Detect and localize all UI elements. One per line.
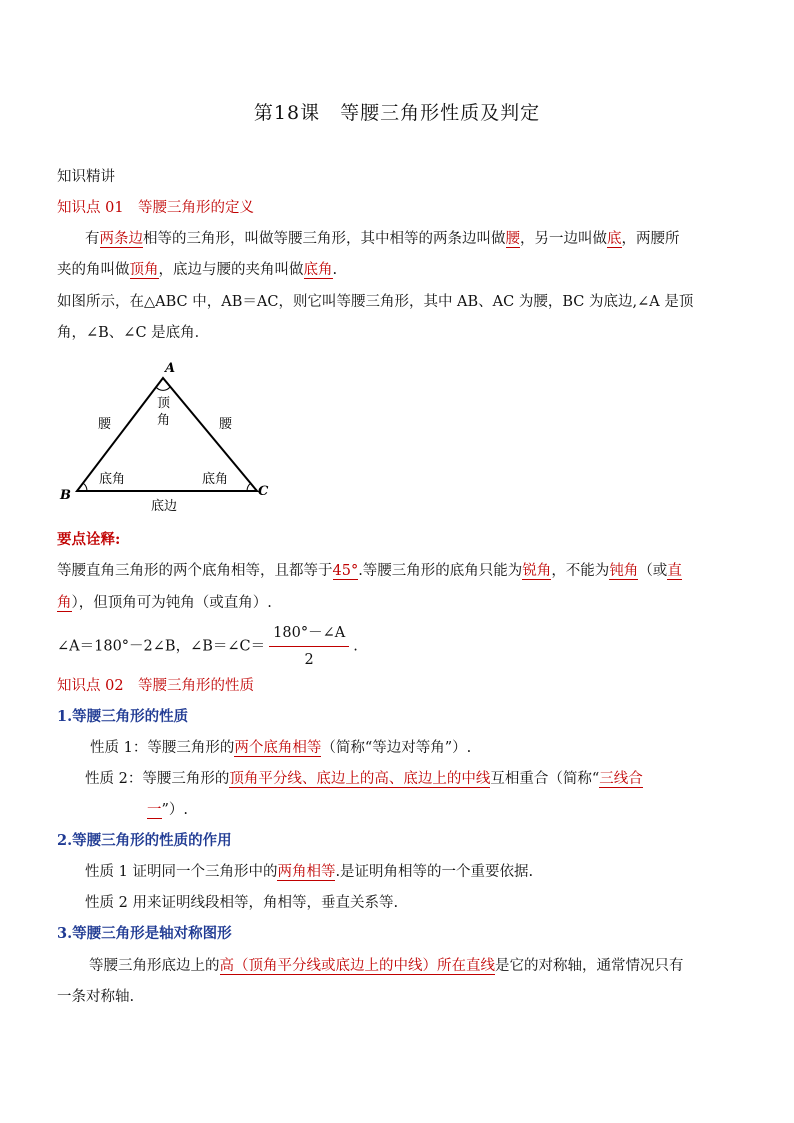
kp1-para-line3: 如图所示，在△ABC 中，AB＝AC，则它叫等腰三角形，其中 AB、AC 为腰，BC 为底边,∠A 是顶	[57, 294, 694, 310]
blank-answer: 两个底角相等	[234, 740, 322, 756]
kp1-para-line4: 角，∠B、∠C 是底角．	[57, 325, 210, 341]
left-angle-arc	[83, 483, 87, 491]
text: .是证明角相等的一个重要依据.	[335, 864, 534, 880]
blank-answer: 锐角	[522, 563, 552, 579]
property-2-line1	[85, 769, 643, 789]
left-base-angle-label: 底角	[99, 472, 126, 487]
kp2-subheading-3: 3.等腰三角形是轴对称图形	[57, 925, 232, 942]
left-leg-label: 腰	[98, 417, 112, 432]
kp2-subheading-1: 1.等腰三角形的性质	[57, 708, 189, 725]
vertex-b-label: B	[60, 488, 71, 503]
blank-answer: 直	[667, 563, 682, 579]
right-base-angle-label: 底角	[202, 472, 229, 487]
symmetry-line2: 一条对称轴.	[57, 989, 135, 1005]
section-label: 知识精讲	[57, 169, 115, 185]
text: 性质 1：等腰三角形的	[90, 740, 235, 756]
text: ”）.	[161, 802, 189, 818]
notes-line2	[57, 593, 272, 613]
text: （或	[638, 563, 668, 579]
property-2-line2	[147, 800, 188, 820]
text: 是它的对称轴，通常情况只有	[495, 958, 684, 974]
base-label: 底边	[151, 499, 178, 514]
text: 互相重合（简称“	[490, 771, 600, 787]
blank-answer: 角	[57, 595, 72, 611]
text: ，底边与腰的夹角叫做	[158, 262, 304, 278]
blank-answer: 腰	[505, 231, 520, 247]
blank-answer: 底角	[303, 262, 333, 278]
blank-answer: 两条边	[99, 231, 143, 247]
text: ，不能为	[551, 563, 610, 579]
kp2-subheading-2: 2.等腰三角形的性质的作用	[57, 832, 232, 849]
apex-angle-label-2: 角	[157, 413, 171, 428]
use-1	[85, 862, 533, 882]
formula-text: ∠A＝180°－2∠B，∠B＝∠C＝	[57, 638, 266, 655]
kp1-para-line1	[85, 229, 680, 249]
kp2-heading	[57, 676, 254, 696]
kp1-heading	[57, 198, 254, 218]
notes-heading: 要点诠释:	[57, 531, 121, 548]
right-leg-label: 腰	[219, 417, 233, 432]
fraction	[269, 622, 349, 671]
blank-answer: 三线合	[599, 771, 643, 787]
text: 有	[85, 231, 100, 247]
text: 性质 2：等腰三角形的	[85, 771, 230, 787]
notes-line1	[57, 561, 682, 581]
fraction-numerator: 180°－∠A	[269, 622, 349, 647]
text: ，另一边叫做	[520, 231, 607, 247]
notes-formula	[57, 622, 358, 671]
blank-answer: 顶角	[129, 262, 159, 278]
kp2-label: 知识点 02 等腰三角形的性质	[57, 678, 255, 694]
formula-end: .	[353, 638, 358, 655]
blank-answer: 45°	[332, 563, 359, 579]
blank-answer: 顶角平分线、底边上的高、底边上的中线	[229, 771, 491, 787]
property-1	[90, 738, 471, 758]
vertex-a-label: A	[165, 361, 176, 376]
text: 等腰直角三角形的两个底角相等，且都等于	[57, 563, 333, 579]
kp1-para-line2	[57, 260, 337, 280]
vertex-c-label: C	[258, 484, 269, 499]
text: （简称“等边对等角”）.	[321, 740, 472, 756]
text: 性质 1 证明同一个三角形中的	[85, 864, 278, 880]
fraction-denominator: 2	[304, 652, 314, 668]
apex-angle-label-1: 顶	[157, 396, 171, 411]
kp1-label: 知识点 01 等腰三角形的定义	[57, 200, 255, 216]
blank-answer: 两角相等	[277, 864, 336, 880]
blank-answer: 钝角	[609, 563, 639, 579]
text: ），但顶角可为钝角（或直角）.	[71, 595, 272, 611]
text: 等腰三角形底边上的	[89, 958, 220, 974]
text: 相等的三角形，叫做等腰三角形，其中相等的两条边叫做	[143, 231, 506, 247]
text: 夹的角叫做	[57, 262, 130, 278]
isosceles-triangle-figure	[55, 358, 280, 518]
blank-answer: 底	[607, 231, 622, 247]
apex-angle-arc	[156, 387, 170, 390]
use-2: 性质 2 用来证明线段相等，角相等，垂直关系等.	[85, 895, 399, 911]
text: .	[332, 262, 338, 278]
page-title: 第18课 等腰三角形性质及判定	[253, 102, 541, 124]
text: ，两腰所	[621, 231, 680, 247]
symmetry-line1	[89, 956, 684, 976]
blank-answer: 一	[147, 802, 162, 818]
text: .等腰三角形的底角只能为	[358, 563, 523, 579]
blank-answer: 高（顶角平分线或底边上的中线）所在直线	[219, 958, 495, 974]
